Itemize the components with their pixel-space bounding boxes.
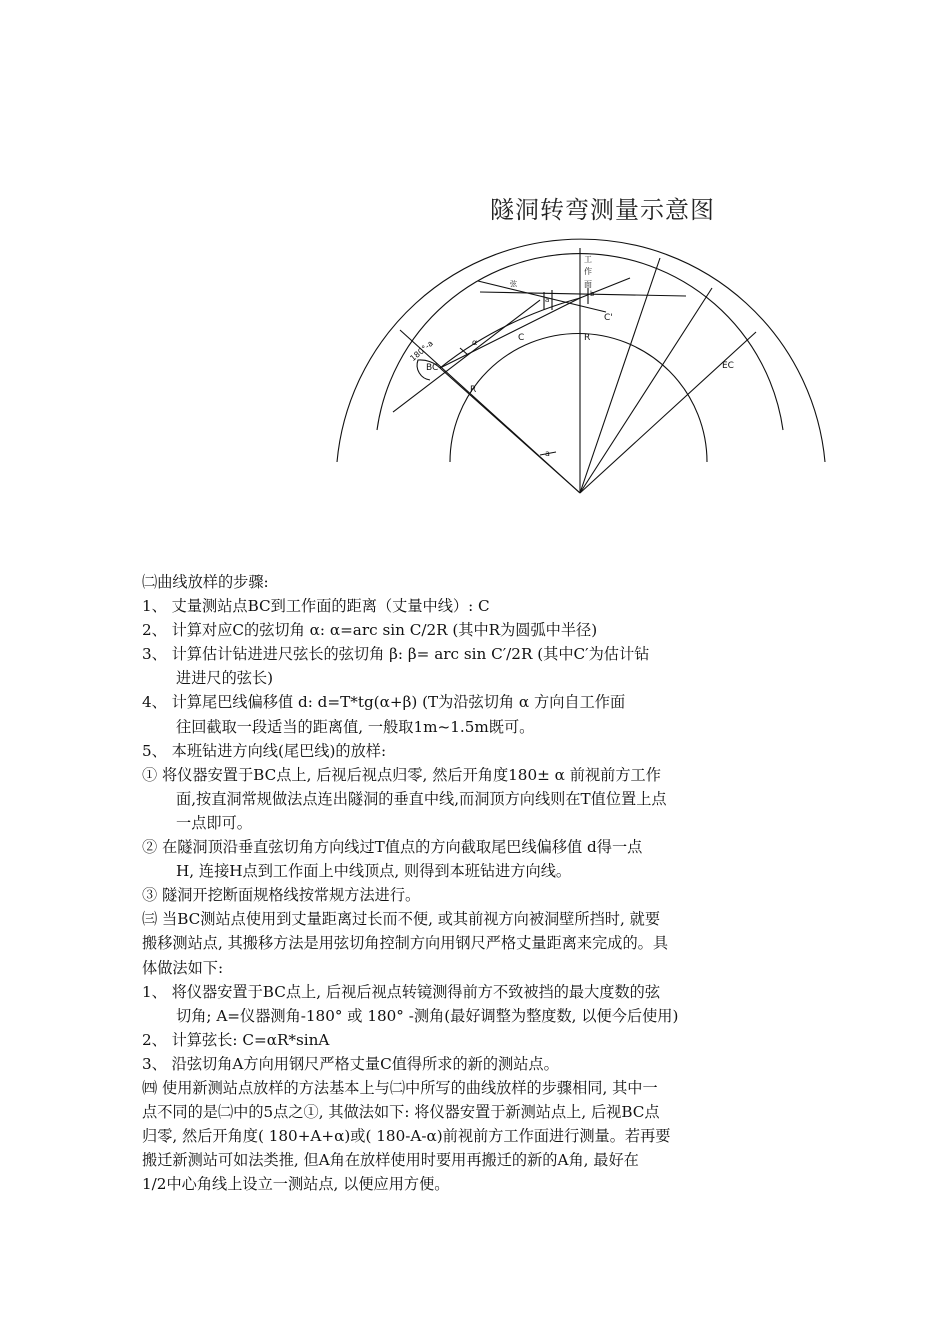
text-line: ① 将仪器安置于BC点上, 后视后视点归零, 然后开角度180± α 前视前方工作 [142, 765, 661, 784]
text-line: 进进尺的弦长) [176, 669, 274, 688]
text-line: 一点即可。 [176, 813, 252, 832]
center-a-label: a [545, 449, 550, 458]
bc-label: BC [426, 363, 439, 373]
work-face-label-2: 作 [584, 267, 592, 276]
text-line: 搬迁新测站可如法类推, 但A角在放样使用时要用再搬迁的新的A角, 最好在 [142, 1151, 639, 1170]
r-center-label: R [584, 333, 591, 343]
text-line: 1、 丈量测站点BC到工作面的距离（丈量中线）: C [142, 597, 490, 616]
figure-title: 隧洞转弯测量示意图 [490, 196, 715, 224]
alpha-label: α [472, 338, 478, 347]
text-line: ③ 隧洞开挖断面规格线按常规方法进行。 [142, 886, 421, 905]
tangent-line [480, 292, 686, 296]
work-face-label-1: 工 [584, 255, 592, 264]
text-line: ㈢ 当BC测站点使用到丈量距离过长而不便, 或其前视方向被洞壁所挡时, 就要 [142, 910, 661, 929]
text-line: 1、 将仪器安置于BC点上, 后视后视点转镜测得前方不致被挡的最大度数的弦 [142, 982, 661, 1001]
text-line: 往回截取一段适当的距离值, 一般取1m~1.5m既可。 [176, 717, 535, 736]
text-line: 3、 沿弦切角A方向用钢尺严格丈量C值得所求的新的测站点。 [142, 1054, 559, 1073]
text-line: 搬移测站点, 其搬移方法是用弦切角控制方向用钢尺严格丈量距离来完成的。具 [142, 934, 669, 953]
r-left-label: R [470, 385, 477, 395]
bc-chord [440, 298, 580, 368]
text-line: ㈡曲线放样的步骤: [142, 573, 269, 591]
text-line: ㈣ 使用新测站点放样的方法基本上与㈡中所写的曲线放样的步骤相同, 其中一 [142, 1078, 658, 1097]
text-line: 面,按直洞常规做法点连出隧洞的垂直中线,而洞顶方向线则在T值位置上点 [176, 789, 667, 808]
text-line: 3、 计算估计钻进进尺弦长的弦切角 β: β= arc sin C′/2R (其中C′为估计钻 [142, 645, 650, 664]
text-line: 1/2中心角线上设立一测站点, 以便应用方便。 [142, 1175, 450, 1194]
body-text [142, 570, 814, 1196]
text-line: 5、 本班钻进方向线(尾巴线)的放样: [142, 741, 387, 760]
work-face-label-3: 面 [584, 280, 592, 289]
inner-arc [450, 334, 707, 463]
text-line: 体做法如下: [142, 958, 224, 977]
text-line: 点不同的是㈡中的5点之①, 其做法如下: 将仪器安置于新测站点上, 后视BC点 [142, 1103, 660, 1122]
c-prime-label: C' [604, 313, 613, 323]
ec-label: EC [722, 361, 734, 371]
outer-arc [337, 239, 825, 462]
text-line: 4、 计算尾巴线偏移值 d: d=T*tg(α+β) (T为沿弦切角 α 方向自工作面 [142, 693, 626, 712]
text-line: 2、 计算弦长: C=αR*sinA [142, 1030, 330, 1049]
chord-label: 弦 [510, 280, 517, 288]
text-line: ② 在隧洞顶沿垂直弦切角方向线过T值点的方向截取尾巴线偏移值 d得一点 [142, 838, 643, 857]
angle-180-label: 180°-a [408, 338, 435, 364]
text-line: 切角; A=仪器测角-180° 或 180° -测角(最好调整为整度数, 以便今后使用) [176, 1006, 679, 1025]
bc-radius [440, 368, 580, 493]
c-label: C [518, 333, 525, 343]
text-line: H, 连接H点到工作面上中线顶点, 则得到本班钻进方向线。 [176, 862, 572, 881]
text-line: 2、 计算对应C的弦切角 α: α=arc sin C/2R (其中R为圆弧中半径) [142, 621, 598, 640]
small-a-label: a [545, 296, 550, 304]
small-b-label: b [590, 290, 595, 298]
text-line: 归零, 然后开角度( 180+A+α)或( 180-A-α)前视前方工作面进行测量。若再要 [142, 1127, 671, 1146]
